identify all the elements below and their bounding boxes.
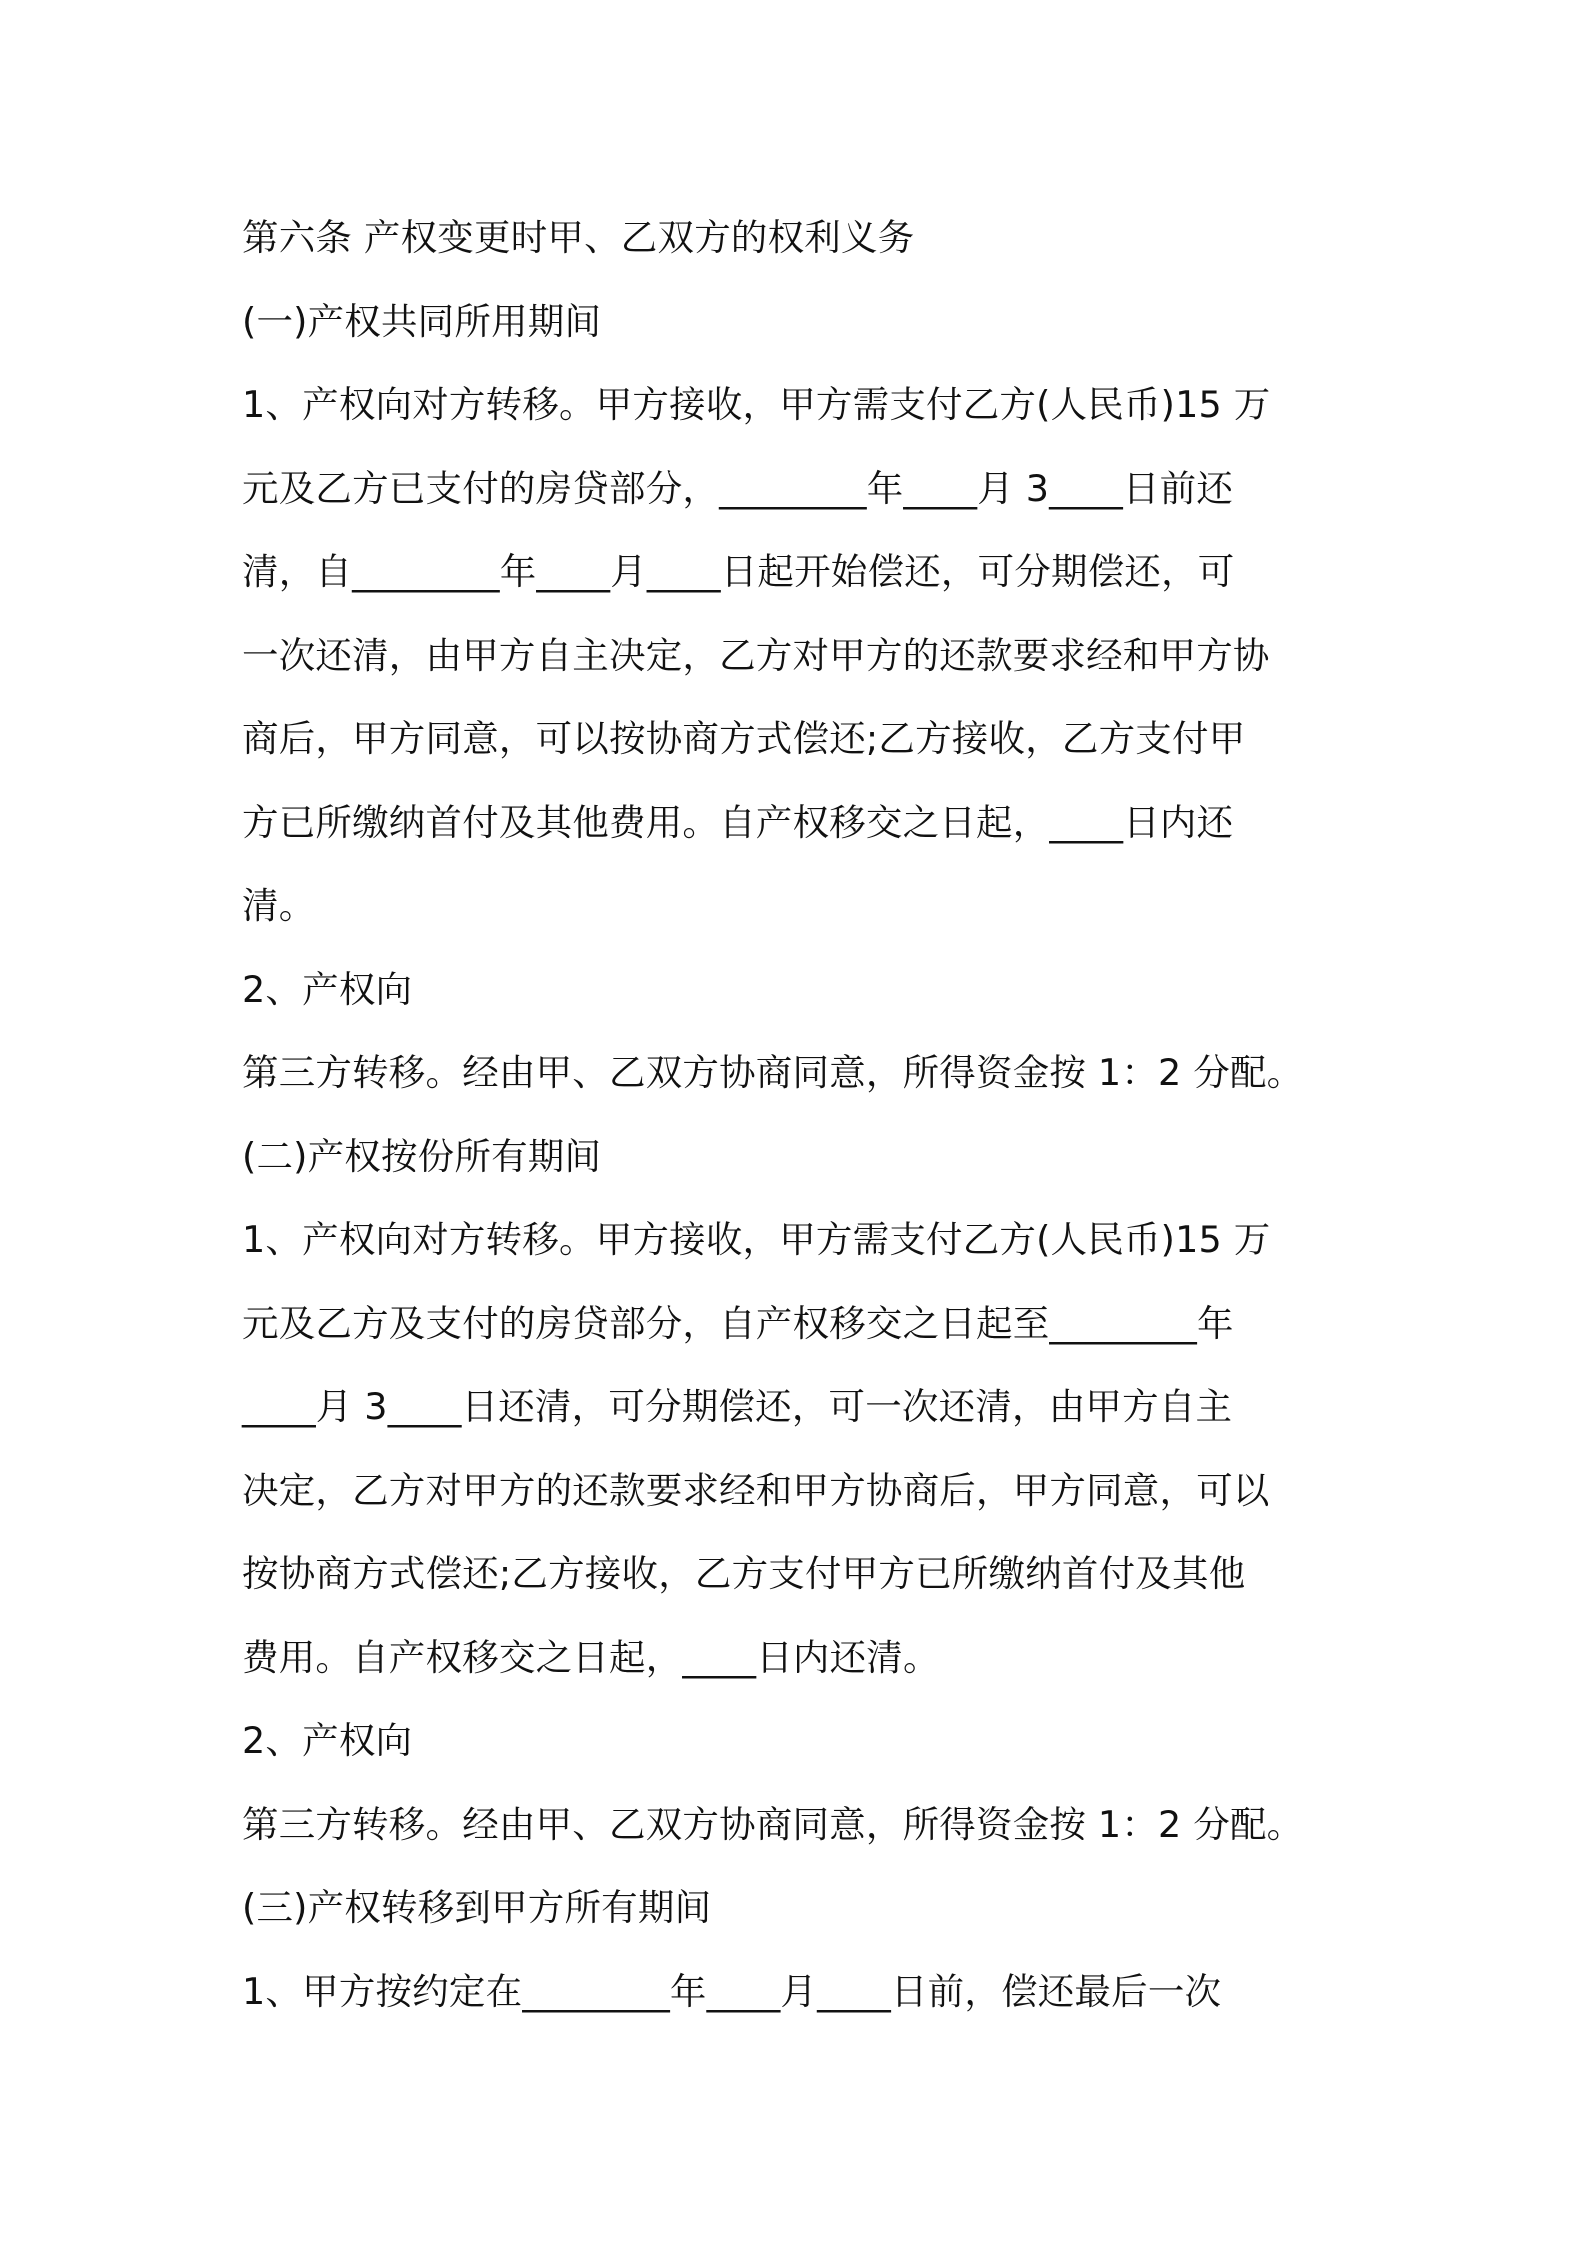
body-text-line: 清，自________年____月____日起开始偿还，可分期偿还，可: [242, 550, 1235, 593]
document-body: [242, 196, 1392, 2033]
body-text-line: 费用。自产权移交之日起，____日内还清。: [242, 1635, 940, 1679]
body-text-line: 2、产权向: [242, 1719, 413, 1762]
section-heading-shared-ownership: (二)产权按份所有期间: [242, 1134, 602, 1178]
section-heading-joint-ownership: (一)产权共同所用期间: [242, 299, 602, 343]
body-text-line: 元及乙方已支付的房贷部分，________年____月 3____日前还: [242, 466, 1234, 510]
body-text-line: 1、产权向对方转移。甲方接收，甲方需支付乙方(人民币)15 万: [242, 1218, 1271, 1261]
body-text-line: ____月 3____日还清，可分期偿还，可一次还清，由甲方自主: [242, 1385, 1233, 1428]
body-text-line: 按协商方式偿还;乙方接收，乙方支付甲方已所缴纳首付及其他: [242, 1552, 1246, 1595]
body-text-line: 元及乙方及支付的房贷部分，自产权移交之日起至________年: [242, 1301, 1234, 1345]
body-text-line: 1、甲方按约定在________年____月____日前，偿还最后一次: [242, 1969, 1222, 2013]
body-text-line: 方已所缴纳首付及其他费用。自产权移交之日起，____日内还: [242, 800, 1234, 844]
article-heading: 第六条 产权变更时甲、乙双方的权利义务: [242, 216, 915, 259]
body-text-line: 第三方转移。经由甲、乙双方协商同意，所得资金按 1：2 分配。: [242, 1051, 1304, 1094]
body-text-line: 第三方转移。经由甲、乙双方协商同意，所得资金按 1：2 分配。: [242, 1802, 1304, 1846]
body-text-line: 一次还清，由甲方自主决定，乙方对甲方的还款要求经和甲方协: [242, 633, 1270, 677]
body-text-line: 1、产权向对方转移。甲方接收，甲方需支付乙方(人民币)15 万: [242, 383, 1271, 426]
section-heading-transfer-to-party-a: (三)产权转移到甲方所有期间: [242, 1886, 712, 1929]
body-text-line: 清。: [242, 884, 316, 927]
body-text-line: 2、产权向: [242, 967, 413, 1011]
body-text-line: 决定，乙方对甲方的还款要求经和甲方协商后，甲方同意，可以: [242, 1468, 1270, 1512]
body-text-line: 商后，甲方同意，可以按协商方式偿还;乙方接收，乙方支付甲: [242, 717, 1246, 760]
